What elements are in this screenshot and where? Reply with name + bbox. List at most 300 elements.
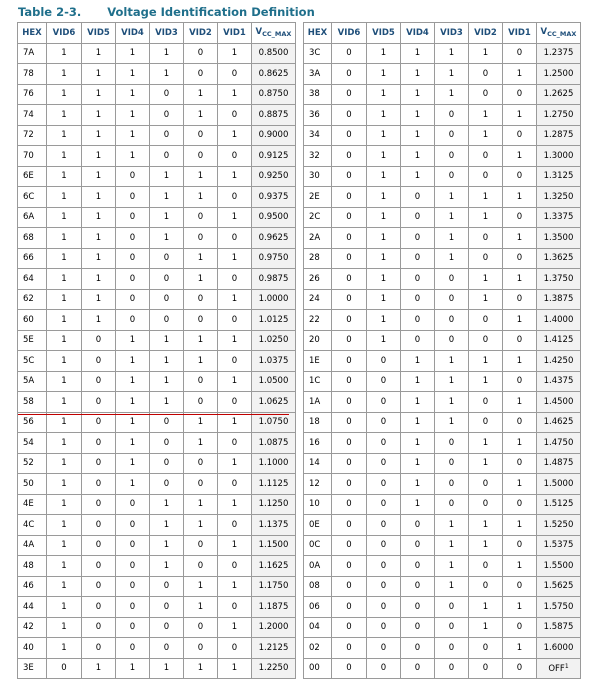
cell-hex: 7A xyxy=(18,43,47,64)
cell-vid3: 0 xyxy=(150,638,184,659)
cell-vid2: 1 xyxy=(469,433,503,454)
cell-vid1: 1 xyxy=(218,289,252,310)
cell-vid6: 0 xyxy=(332,84,367,105)
cell-vid6: 1 xyxy=(47,474,82,495)
cell-vid1: 0 xyxy=(218,351,252,372)
table-caption xyxy=(18,3,315,21)
column-gap xyxy=(296,515,304,536)
cell-vid4: 1 xyxy=(116,412,150,433)
cell-vid4: 1 xyxy=(116,146,150,167)
cell-vid6: 1 xyxy=(47,146,82,167)
cell-hex: 5A xyxy=(18,371,47,392)
header-vid1: VID1 xyxy=(218,23,252,44)
cell-vid3: 1 xyxy=(150,330,184,351)
cell-vid6: 1 xyxy=(47,556,82,577)
column-gap xyxy=(296,453,304,474)
cell-vid4: 1 xyxy=(116,351,150,372)
cell-hex: 34 xyxy=(304,125,332,146)
cell-vid6: 1 xyxy=(47,125,82,146)
cell-vid2: 1 xyxy=(469,597,503,618)
cell-vid4: 1 xyxy=(401,146,435,167)
cell-vid6: 0 xyxy=(332,556,367,577)
cell-vid3: 0 xyxy=(150,125,184,146)
cell-vid2: 1 xyxy=(184,576,218,597)
cell-vid1: 0 xyxy=(218,515,252,536)
cell-hex: 16 xyxy=(304,433,332,454)
cell-vid5: 0 xyxy=(82,433,116,454)
cell-vcc: 1.0875 xyxy=(252,433,296,454)
cell-vid1: 0 xyxy=(218,433,252,454)
column-gap xyxy=(296,433,304,454)
cell-vid6: 1 xyxy=(47,351,82,372)
cell-vid3: 0 xyxy=(150,576,184,597)
cell-vid5: 0 xyxy=(367,638,401,659)
cell-vid3: 0 xyxy=(435,125,469,146)
cell-vid1: 1 xyxy=(218,43,252,64)
cell-vid1: 0 xyxy=(503,412,537,433)
cell-hex: 3E xyxy=(18,658,47,679)
cell-vid1: 0 xyxy=(503,453,537,474)
cell-vid4: 0 xyxy=(116,166,150,187)
cell-vid4: 1 xyxy=(116,433,150,454)
cell-vid6: 0 xyxy=(332,474,367,495)
cell-hex: 68 xyxy=(18,228,47,249)
cell-hex: 06 xyxy=(304,597,332,618)
table-row xyxy=(18,371,581,392)
cell-vid1: 1 xyxy=(218,576,252,597)
table-row xyxy=(18,166,581,187)
cell-vid4: 1 xyxy=(116,330,150,351)
cell-vid5: 1 xyxy=(367,64,401,85)
cell-vid3: 0 xyxy=(150,453,184,474)
cell-vid2: 1 xyxy=(184,187,218,208)
cell-hex: 10 xyxy=(304,494,332,515)
cell-vid4: 1 xyxy=(401,494,435,515)
cell-hex: 0E xyxy=(304,515,332,536)
cell-hex: 32 xyxy=(304,146,332,167)
column-gap xyxy=(296,289,304,310)
cell-vid2: 1 xyxy=(469,207,503,228)
cell-vid4: 0 xyxy=(116,576,150,597)
cell-vid5: 0 xyxy=(82,576,116,597)
cell-vid4: 1 xyxy=(401,412,435,433)
cell-vid4: 1 xyxy=(116,371,150,392)
cell-vid3: 1 xyxy=(435,228,469,249)
cell-vcc: 1.1000 xyxy=(252,453,296,474)
cell-vid2: 1 xyxy=(469,351,503,372)
cell-vid2: 0 xyxy=(184,535,218,556)
cell-vid5: 0 xyxy=(82,453,116,474)
header-vcc-max: $V_{CC\_MAX}$ xyxy=(537,23,581,44)
column-gap xyxy=(296,556,304,577)
cell-vcc: 1.5125 xyxy=(537,494,581,515)
cell-vcc: 1.1750 xyxy=(252,576,296,597)
cell-vid3: 0 xyxy=(150,412,184,433)
cell-vid1: 1 xyxy=(503,392,537,413)
cell-vid5: 1 xyxy=(82,105,116,126)
cell-hex: 54 xyxy=(18,433,47,454)
cell-vcc: 1.2875 xyxy=(537,125,581,146)
cell-hex: 52 xyxy=(18,453,47,474)
cell-hex: 26 xyxy=(304,269,332,290)
cell-vid6: 0 xyxy=(332,515,367,536)
cell-vid6: 1 xyxy=(47,166,82,187)
cell-vid6: 1 xyxy=(47,617,82,638)
cell-vid2: 0 xyxy=(469,64,503,85)
cell-vid3: 0 xyxy=(435,494,469,515)
cell-vid6: 0 xyxy=(332,310,367,331)
cell-vcc: 0.9625 xyxy=(252,228,296,249)
cell-vid5: 1 xyxy=(82,146,116,167)
cell-hex: 22 xyxy=(304,310,332,331)
cell-vid6: 0 xyxy=(332,392,367,413)
cell-hex: 5C xyxy=(18,351,47,372)
cell-vid5: 0 xyxy=(82,412,116,433)
cell-vid6: 1 xyxy=(47,207,82,228)
cell-vid2: 0 xyxy=(469,658,503,679)
cell-vid2: 1 xyxy=(184,248,218,269)
cell-hex: 76 xyxy=(18,84,47,105)
cell-vcc: 1.2000 xyxy=(252,617,296,638)
cell-vid4: 1 xyxy=(401,474,435,495)
cell-hex: 36 xyxy=(304,105,332,126)
cell-vid5: 0 xyxy=(82,617,116,638)
cell-vid1: 0 xyxy=(218,146,252,167)
cell-vid2: 1 xyxy=(184,494,218,515)
cell-vid5: 1 xyxy=(367,248,401,269)
table-row xyxy=(18,84,581,105)
cell-vcc: 1.2375 xyxy=(537,43,581,64)
cell-vid5: 1 xyxy=(82,658,116,679)
cell-vid1: 1 xyxy=(218,248,252,269)
cell-vid5: 0 xyxy=(82,392,116,413)
cell-vid4: 1 xyxy=(116,658,150,679)
cell-vid2: 1 xyxy=(469,289,503,310)
cell-vcc: 1.2250 xyxy=(252,658,296,679)
cell-vid6: 0 xyxy=(332,576,367,597)
cell-vid6: 0 xyxy=(332,453,367,474)
cell-hex: 1E xyxy=(304,351,332,372)
cell-vid2: 1 xyxy=(184,269,218,290)
cell-vcc: 1.3375 xyxy=(537,207,581,228)
header-vid6: VID6 xyxy=(332,23,367,44)
cell-hex: 2C xyxy=(304,207,332,228)
cell-vid2: 0 xyxy=(184,556,218,577)
cell-vid1: 0 xyxy=(503,494,537,515)
cell-vcc: 1.1125 xyxy=(252,474,296,495)
cell-vid4: 0 xyxy=(401,207,435,228)
table-row xyxy=(18,105,581,126)
cell-vid5: 0 xyxy=(367,597,401,618)
cell-vid2: 0 xyxy=(469,310,503,331)
cell-vid1: 0 xyxy=(503,535,537,556)
cell-hex: 6A xyxy=(18,207,47,228)
cell-vid2: 1 xyxy=(469,125,503,146)
cell-vid5: 1 xyxy=(367,330,401,351)
cell-vcc: 1.0750 xyxy=(252,412,296,433)
cell-vid5: 0 xyxy=(367,658,401,679)
cell-vcc: 1.2500 xyxy=(537,64,581,85)
cell-vid3: 1 xyxy=(150,515,184,536)
table-row xyxy=(18,392,581,413)
cell-vid5: 0 xyxy=(367,617,401,638)
cell-vid6: 1 xyxy=(47,248,82,269)
cell-vcc: 1.0000 xyxy=(252,289,296,310)
cell-hex: 08 xyxy=(304,576,332,597)
cell-vcc: 1.3000 xyxy=(537,146,581,167)
cell-vcc: 1.0625 xyxy=(252,392,296,413)
cell-vid6: 1 xyxy=(47,412,82,433)
cell-vcc: 0.8750 xyxy=(252,84,296,105)
cell-vid4: 1 xyxy=(401,105,435,126)
cell-vid4: 0 xyxy=(401,228,435,249)
header-row xyxy=(18,23,581,44)
table-row xyxy=(18,433,581,454)
cell-vid4: 1 xyxy=(401,64,435,85)
cell-vid1: 1 xyxy=(503,269,537,290)
cell-vid3: 0 xyxy=(150,310,184,331)
table-label: Table 2-3. xyxy=(18,5,82,19)
column-gap xyxy=(296,269,304,290)
cell-vid1: 0 xyxy=(218,187,252,208)
cell-vid2: 1 xyxy=(184,433,218,454)
cell-vid6: 0 xyxy=(332,638,367,659)
header-vid4: VID4 xyxy=(116,23,150,44)
table-row xyxy=(18,556,581,577)
cell-vid1: 0 xyxy=(503,125,537,146)
cell-hex: 1A xyxy=(304,392,332,413)
cell-vid1: 0 xyxy=(503,371,537,392)
cell-vid2: 0 xyxy=(469,474,503,495)
cell-vid3: 1 xyxy=(435,64,469,85)
cell-vcc: 1.5875 xyxy=(537,617,581,638)
column-gap xyxy=(296,187,304,208)
cell-vid3: 1 xyxy=(150,535,184,556)
cell-hex: 62 xyxy=(18,289,47,310)
cell-vid4: 0 xyxy=(116,597,150,618)
cell-hex: 30 xyxy=(304,166,332,187)
cell-vid3: 1 xyxy=(150,207,184,228)
cell-vcc: 0.9875 xyxy=(252,269,296,290)
cell-vid5: 1 xyxy=(82,207,116,228)
cell-vid1: 1 xyxy=(503,64,537,85)
cell-hex: 50 xyxy=(18,474,47,495)
cell-vid6: 1 xyxy=(47,453,82,474)
cell-hex: 66 xyxy=(18,248,47,269)
column-gap xyxy=(296,166,304,187)
cell-vid2: 0 xyxy=(184,474,218,495)
cell-vcc: 0.9000 xyxy=(252,125,296,146)
cell-hex: 28 xyxy=(304,248,332,269)
cell-vid1: 1 xyxy=(503,105,537,126)
cell-vid5: 1 xyxy=(367,125,401,146)
cell-vid5: 1 xyxy=(82,43,116,64)
cell-vid1: 1 xyxy=(503,433,537,454)
column-gap xyxy=(296,146,304,167)
cell-vid4: 1 xyxy=(116,125,150,146)
cell-hex: 4C xyxy=(18,515,47,536)
column-gap xyxy=(296,576,304,597)
cell-vid2: 0 xyxy=(469,330,503,351)
cell-vid1: 1 xyxy=(218,371,252,392)
cell-vid6: 0 xyxy=(47,658,82,679)
cell-vid1: 0 xyxy=(503,658,537,679)
cell-vid6: 0 xyxy=(332,228,367,249)
cell-vid5: 1 xyxy=(82,289,116,310)
cell-vid2: 0 xyxy=(184,228,218,249)
cell-vid1: 1 xyxy=(218,125,252,146)
cell-vid6: 1 xyxy=(47,576,82,597)
cell-vid1: 1 xyxy=(503,638,537,659)
cell-vid2: 1 xyxy=(184,84,218,105)
header-vid5: VID5 xyxy=(82,23,116,44)
cell-vid6: 0 xyxy=(332,146,367,167)
cell-vcc: 1.3500 xyxy=(537,228,581,249)
cell-vcc: 1.1500 xyxy=(252,535,296,556)
cell-vcc: 1.4250 xyxy=(537,351,581,372)
cell-vid5: 0 xyxy=(367,412,401,433)
cell-vid3: 1 xyxy=(435,515,469,536)
cell-vid4: 0 xyxy=(401,289,435,310)
cell-vid5: 0 xyxy=(82,494,116,515)
table-row xyxy=(18,146,581,167)
footnote-marker: 1 xyxy=(564,663,569,671)
cell-vid5: 1 xyxy=(82,269,116,290)
column-gap xyxy=(296,658,304,679)
cell-vid3: 0 xyxy=(150,433,184,454)
cell-vid2: 0 xyxy=(184,289,218,310)
cell-hex: 58 xyxy=(18,392,47,413)
cell-hex: 3A xyxy=(304,64,332,85)
table-row xyxy=(18,248,581,269)
cell-vid5: 0 xyxy=(367,351,401,372)
cell-vid6: 1 xyxy=(47,392,82,413)
cell-vid2: 0 xyxy=(184,638,218,659)
cell-vid3: 1 xyxy=(435,371,469,392)
cell-vid1: 1 xyxy=(503,187,537,208)
cell-hex: 4E xyxy=(18,494,47,515)
cell-vid3: 1 xyxy=(150,556,184,577)
cell-hex: 64 xyxy=(18,269,47,290)
cell-vcc: 1.3125 xyxy=(537,166,581,187)
cell-vid6: 0 xyxy=(332,371,367,392)
cell-vid6: 0 xyxy=(332,105,367,126)
cell-vcc: 0.9500 xyxy=(252,207,296,228)
cell-vid4: 0 xyxy=(116,556,150,577)
cell-vid2: 0 xyxy=(469,166,503,187)
cell-vid4: 0 xyxy=(116,494,150,515)
header-vid2: VID2 xyxy=(184,23,218,44)
cell-vid2: 1 xyxy=(184,515,218,536)
column-gap xyxy=(296,105,304,126)
cell-hex: 6E xyxy=(18,166,47,187)
cell-vid6: 1 xyxy=(47,84,82,105)
column-gap xyxy=(296,371,304,392)
cell-vid3: 0 xyxy=(435,166,469,187)
table-row xyxy=(18,289,581,310)
cell-vid5: 0 xyxy=(367,371,401,392)
cell-vid2: 0 xyxy=(469,556,503,577)
cell-hex: 02 xyxy=(304,638,332,659)
cell-vid4: 0 xyxy=(116,310,150,331)
cell-vid6: 0 xyxy=(332,248,367,269)
cell-vcc: 1.4625 xyxy=(537,412,581,433)
cell-vid3: 0 xyxy=(435,658,469,679)
cell-vid4: 0 xyxy=(401,330,435,351)
cell-vid6: 0 xyxy=(332,64,367,85)
cell-vid1: 0 xyxy=(218,64,252,85)
cell-hex: 0A xyxy=(304,556,332,577)
cell-vid2: 0 xyxy=(184,617,218,638)
cell-vid4: 0 xyxy=(116,187,150,208)
cell-vid1: 0 xyxy=(218,638,252,659)
cell-vid4: 1 xyxy=(116,64,150,85)
cell-vid1: 1 xyxy=(218,84,252,105)
table-row xyxy=(18,658,581,679)
cell-vid4: 1 xyxy=(116,392,150,413)
cell-vid1: 0 xyxy=(218,105,252,126)
cell-vid1: 0 xyxy=(218,269,252,290)
cell-vid6: 0 xyxy=(332,412,367,433)
cell-hex: 12 xyxy=(304,474,332,495)
header-vid4: VID4 xyxy=(401,23,435,44)
cell-vcc: 0.9125 xyxy=(252,146,296,167)
cell-vid6: 0 xyxy=(332,351,367,372)
cell-vid4: 0 xyxy=(401,617,435,638)
cell-vid4: 0 xyxy=(116,617,150,638)
cell-vid4: 0 xyxy=(401,597,435,618)
column-gap xyxy=(296,330,304,351)
cell-vid4: 1 xyxy=(401,453,435,474)
cell-vid4: 1 xyxy=(401,371,435,392)
cell-vcc: 0.8500 xyxy=(252,43,296,64)
cell-vcc: OFF$^1$ xyxy=(537,658,581,679)
cell-vid2: 0 xyxy=(184,310,218,331)
cell-vid3: 1 xyxy=(435,43,469,64)
table-row xyxy=(18,412,581,433)
table-row xyxy=(18,310,581,331)
cell-vid2: 0 xyxy=(469,392,503,413)
cell-vcc: 1.2750 xyxy=(537,105,581,126)
cell-vid1: 1 xyxy=(218,166,252,187)
cell-vid3: 1 xyxy=(435,187,469,208)
table-row xyxy=(18,351,581,372)
cell-vid5: 0 xyxy=(82,597,116,618)
cell-vid3: 0 xyxy=(150,248,184,269)
header-vid6: VID6 xyxy=(47,23,82,44)
cell-vid6: 1 xyxy=(47,43,82,64)
cell-vid5: 1 xyxy=(367,84,401,105)
table-row xyxy=(18,228,581,249)
cell-vid3: 1 xyxy=(150,64,184,85)
cell-vcc: 1.1250 xyxy=(252,494,296,515)
cell-vid2: 0 xyxy=(184,43,218,64)
cell-vid2: 0 xyxy=(184,207,218,228)
cell-vid4: 1 xyxy=(116,84,150,105)
table-row xyxy=(18,638,581,659)
cell-vid1: 1 xyxy=(503,310,537,331)
cell-vid3: 1 xyxy=(150,371,184,392)
header-vid5: VID5 xyxy=(367,23,401,44)
column-gap xyxy=(296,310,304,331)
cell-vid4: 0 xyxy=(116,207,150,228)
cell-vid2: 1 xyxy=(184,351,218,372)
cell-vid2: 1 xyxy=(469,453,503,474)
table-row xyxy=(18,515,581,536)
cell-vid3: 0 xyxy=(150,269,184,290)
cell-vid4: 0 xyxy=(401,638,435,659)
table-title: Voltage Identification Definition xyxy=(107,5,315,19)
